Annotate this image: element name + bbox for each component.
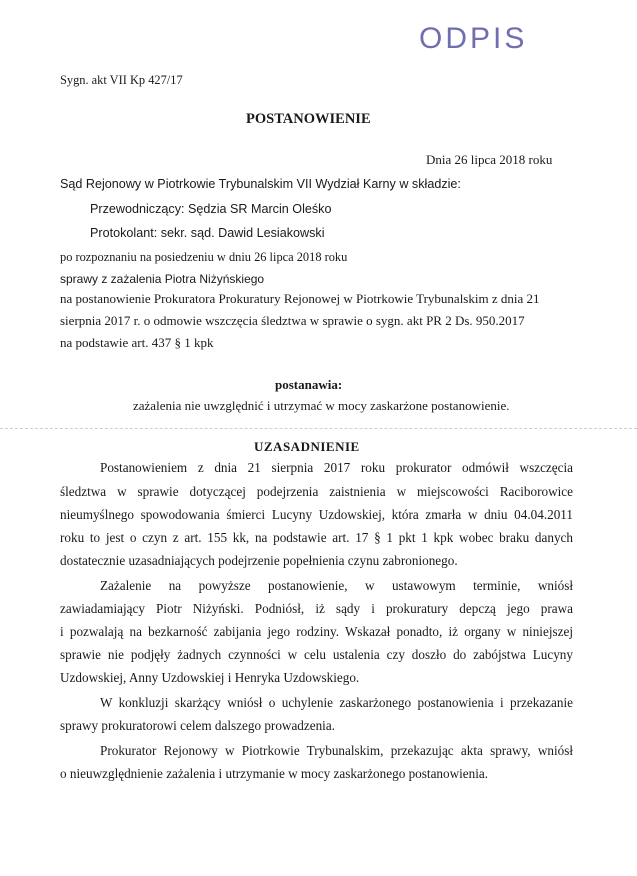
reasons-p2-line-1: Zażalenie na powyższe postanowienie, w ustawowym terminie, wniósł	[100, 578, 573, 593]
court-clerk: Protokolant: sekr. sąd. Dawid Lesiakowski	[90, 226, 325, 240]
reasons-p1-line-3: nieumyślnego spowodowania śmierci Lucyny Uzdowskiej, która zmarła w dniu 04.04.2011	[60, 507, 573, 522]
page-divider	[0, 428, 637, 429]
intro-line-2: sprawy z zażalenia Piotra Niżyńskiego	[60, 272, 265, 286]
presiding-judge: Przewodniczący: Sędzia SR Marcin Oleśko	[90, 202, 332, 216]
document-title: POSTANOWIENIE	[246, 111, 371, 127]
reasons-p3-line-1: W konkluzji skarżący wniósł o uchylenie zaskarżonego postanowienia i przekazanie	[100, 695, 573, 710]
reasons-p1-line-2: śledztwa w sprawie dotyczącej podejrzenia zaistnienia w miejscowości Raciborowice	[60, 484, 573, 499]
reasons-p1-line-1: Postanowieniem z dnia 21 sierpnia 2017 roku prokurator odmówił wszczęcia	[100, 460, 573, 475]
reasons-p2-line-4: sprawie nie podjęły żadnych czynności w celu ustalenia czy doszło do zabójstwa Lucyny	[60, 647, 573, 662]
intro-line-5: na podstawie art. 437 § 1 kpk	[60, 335, 214, 350]
reasons-p3-line-2: sprawy prokuratorowi celem dalszego prowadzenia.	[60, 718, 335, 733]
court-composition: Sąd Rejonowy w Piotrkowie Trybunalskim VII Wydział Karny w składzie:	[60, 177, 461, 191]
decision-text: zażalenia nie uwzględnić i utrzymać w mocy zaskarżone postanowienie.	[133, 398, 510, 413]
decision-date: Dnia 26 lipca 2018 roku	[426, 152, 553, 167]
intro-line-3: na postanowienie Prokuratora Prokuratury Rejonowej w Piotrkowie Trybunalskim z dnia 21	[60, 291, 540, 306]
reasons-p2-line-2: zawiadamiający Piotr Niżyński. Podniósł, iż sądy i prokuratury depczą jego prawa	[60, 601, 573, 616]
case-number: Sygn. akt VII Kp 427/17	[60, 73, 183, 87]
reasons-p2-line-3: i pozwalają na bezkarność zabijania jego rodziny. Wskazał ponadto, iż organy w niniejszej	[60, 624, 573, 639]
reasons-p2-line-5: Uzdowskiej, Anny Uzdowskiej i Henryka Uzdowskiego.	[60, 670, 360, 685]
decision-heading: postanawia:	[275, 377, 343, 392]
reasons-p1-line-5: dostatecznie uzasadniających podejrzenie popełnienia czynu zabronionego.	[60, 553, 458, 568]
reasons-heading: UZASADNIENIE	[254, 439, 360, 454]
odpis-stamp: ODPIS	[419, 22, 528, 55]
reasons-p4-line-2: o nieuwzględnienie zażalenia i utrzymanie w mocy zaskarżonego postanowienia.	[60, 766, 489, 781]
intro-line-4: sierpnia 2017 r. o odmowie wszczęcia śledztwa w sprawie o sygn. akt PR 2 Ds. 950.2017	[60, 313, 525, 328]
intro-line-1: po rozpoznaniu na posiedzeniu w dniu 26 lipca 2018 roku	[60, 250, 348, 264]
reasons-p1-line-4: roku to jest o czyn z art. 155 kk, na podstawie art. 17 § 1 pkt 1 kpk wobec braku danych	[60, 530, 573, 545]
reasons-p4-line-1: Prokurator Rejonowy w Piotrkowie Trybunalskim, przekazując akta sprawy, wniósł	[100, 743, 573, 758]
